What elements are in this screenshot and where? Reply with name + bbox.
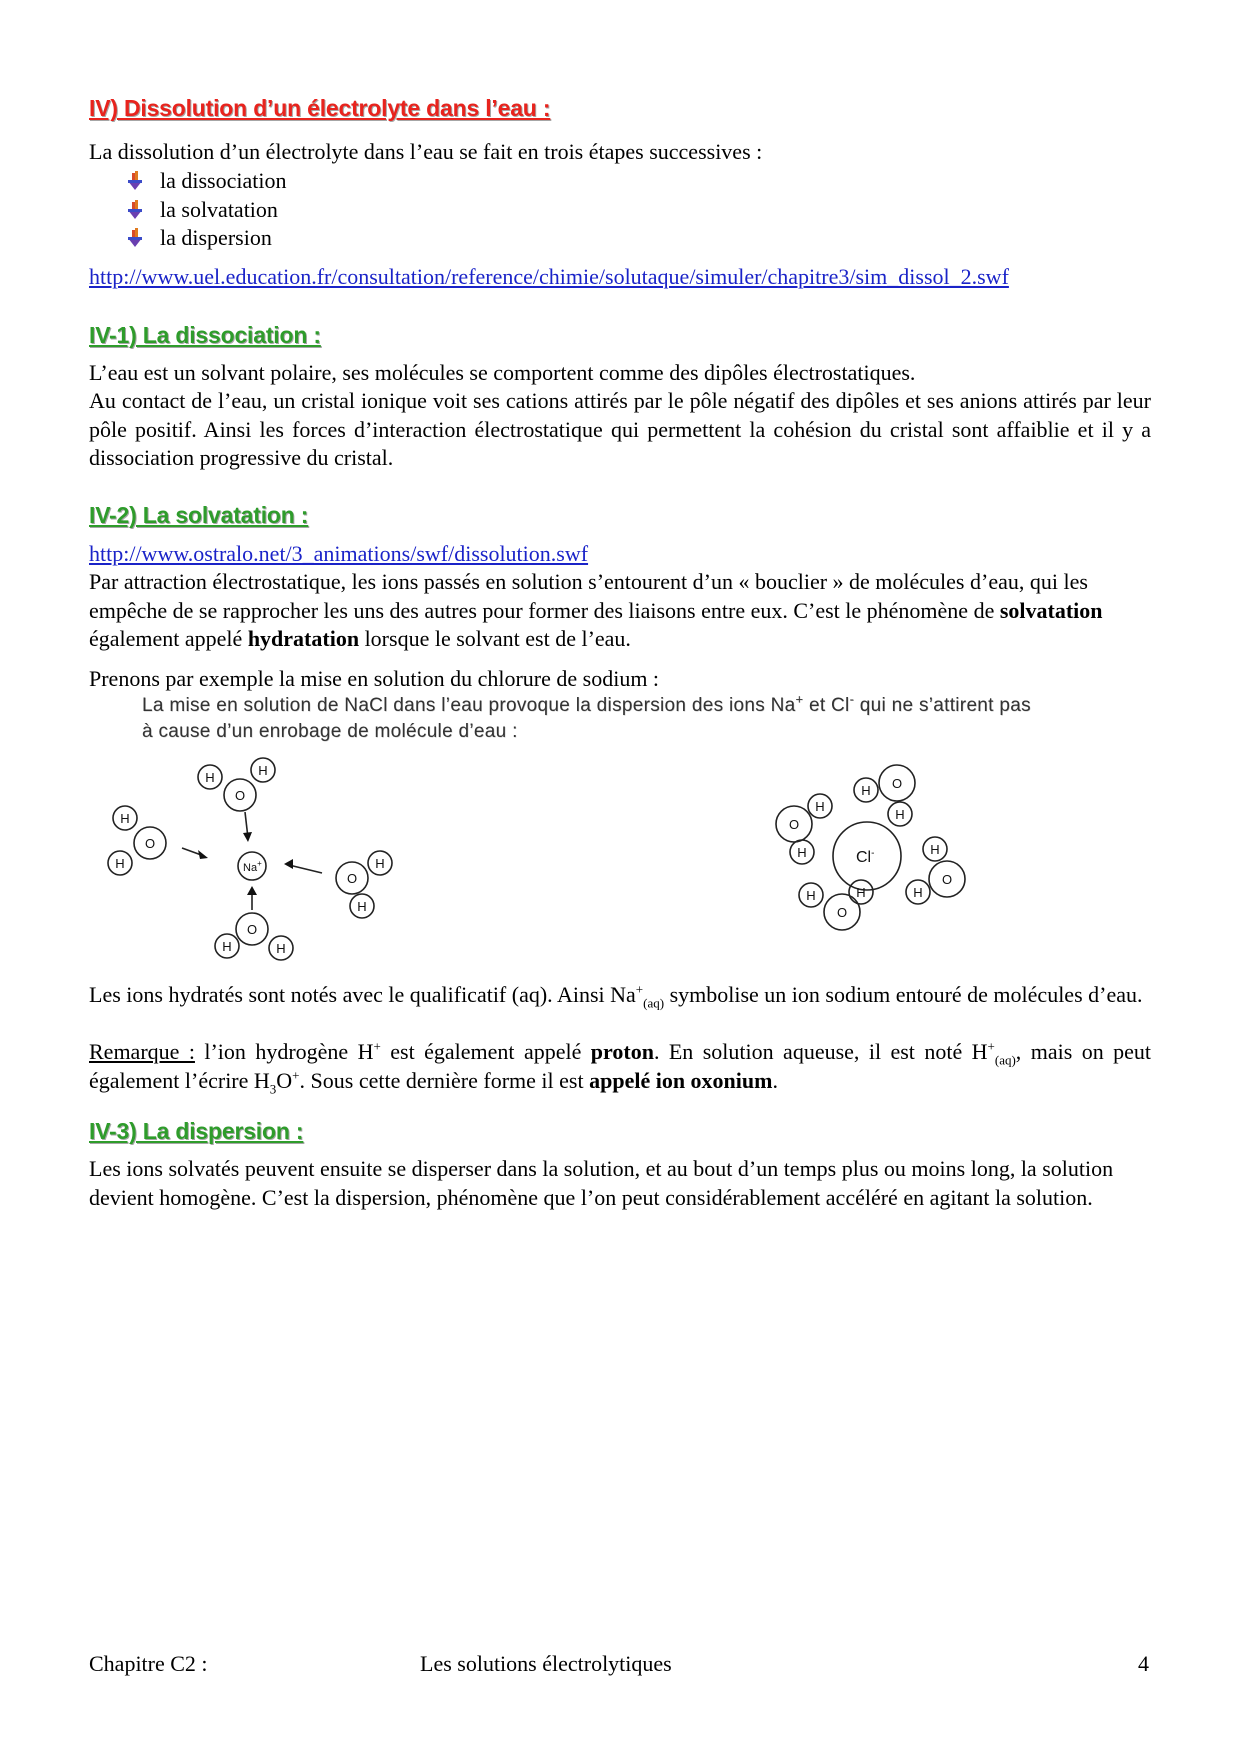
atom-label: H bbox=[357, 899, 367, 914]
atom-label: H bbox=[806, 888, 816, 903]
section-4-title: IV) Dissolution d’un électrolyte dans l’eau : bbox=[89, 95, 551, 121]
chloride-hydration-diagram bbox=[755, 752, 975, 952]
term-hydratation: hydratation bbox=[247, 626, 360, 651]
diagram-caption bbox=[142, 693, 1152, 745]
atom-label: H bbox=[222, 939, 232, 954]
para-text: Les ions hydratés sont notés avec le qualificatif (aq). Ainsi Na bbox=[89, 982, 636, 1007]
para-text: symbolise un ion sodium entouré de molécules d’eau. bbox=[664, 982, 1143, 1007]
caption-text: La mise en solution de NaCl dans l’eau provoque la dispersion des ions Na bbox=[142, 695, 796, 716]
section-4-intro: La dissolution d’un électrolyte dans l’eau se fait en trois étapes successives : bbox=[89, 139, 763, 164]
superscript: + bbox=[373, 1038, 381, 1054]
para-text: est également appelé bbox=[380, 1039, 591, 1064]
caption-text: et Cl bbox=[803, 695, 850, 716]
arrow-head bbox=[243, 832, 252, 842]
example-sentence: Prenons par exemple la mise en solution du chlorure de sodium : bbox=[89, 666, 660, 691]
ostralo-link[interactable]: http://www.ostralo.net/3_animations/swf/dissolution.swf bbox=[89, 541, 589, 566]
superscript: + bbox=[292, 1067, 300, 1083]
atom-label: H bbox=[276, 941, 286, 956]
atom-label: H bbox=[797, 845, 807, 860]
atom-label: O bbox=[246, 922, 258, 937]
section-4-3-para: Les ions solvatés peuvent ensuite se disperser dans la solution, et au bout d’un temps plus ou moins long, la solution devient homogène. C’est la dispersion, phénomène que l’on peut considérablement accéléré en agitant la solution. bbox=[89, 1156, 1114, 1210]
sodium-hydration-diagram bbox=[100, 752, 410, 967]
para-text: Par attraction électrostatique, les ions passés en solution s’entourent d’un « bouclier » de molécules d’eau, qui les empêche de se rapprocher les uns des autres pour former des liaisons entre eux. C’est le phénomène de bbox=[89, 569, 1088, 623]
para-text: . Sous cette dernière forme il est bbox=[299, 1067, 590, 1093]
step-label: la solvatation bbox=[160, 196, 278, 222]
arrow-bullet-icon bbox=[124, 226, 160, 250]
atom-label: H bbox=[930, 842, 940, 857]
atom-label: H bbox=[120, 811, 130, 826]
caption-line-2: à cause d’un enrobage de molécule d’eau : bbox=[142, 721, 518, 742]
na-ion-label: Na+ bbox=[243, 859, 262, 874]
arrow-bullet-icon bbox=[124, 169, 160, 193]
para-text: O bbox=[276, 1067, 293, 1093]
atom-label: O bbox=[836, 905, 848, 920]
footer-title: Les solutions électrolytiques bbox=[420, 1651, 672, 1676]
para-text: également appelé bbox=[89, 626, 248, 651]
page-number: 4 bbox=[1138, 1651, 1149, 1676]
atom-label: H bbox=[375, 856, 385, 871]
arrow-head bbox=[198, 850, 208, 859]
atom-label: O bbox=[144, 836, 156, 851]
section-4-1-para-2: Au contact de l’eau, un cristal ionique voit ses cations attirés par le pôle négatif des dipôles et ses anions attirés par leur pôle positif. Ainsi les forces d’interaction électrostatique qui permettent la cohésion du cristal sont affaiblie et il y a dissociation progressive du cristal. bbox=[89, 388, 1151, 470]
section-4-1-title: IV-1) La dissociation : bbox=[89, 322, 321, 348]
section-4-2-title: IV-2) La solvatation : bbox=[89, 502, 309, 528]
superscript: + bbox=[635, 981, 644, 997]
atom-label: H bbox=[895, 807, 905, 822]
step-label: la dissociation bbox=[160, 168, 287, 194]
atom-label: O bbox=[941, 872, 953, 887]
hydrated-ions-para bbox=[89, 981, 1151, 1010]
atom-label: O bbox=[891, 776, 903, 791]
atom-label: H bbox=[856, 885, 866, 900]
atom-label: H bbox=[115, 856, 125, 871]
remark-para bbox=[89, 1038, 1151, 1095]
list-item bbox=[124, 196, 286, 225]
section-4-2-para bbox=[89, 568, 1151, 654]
section-4-3-title: IV-3) La dispersion : bbox=[89, 1118, 304, 1144]
caption-sup: + bbox=[795, 691, 804, 707]
footer-chapter: Chapitre C2 : bbox=[89, 1651, 208, 1676]
uel-link[interactable]: http://www.uel.education.fr/consultation/reference/chimie/solutaque/simuler/chapitre3/sim_dissol_2.swf bbox=[89, 264, 1009, 289]
arrow-bullet-icon bbox=[124, 198, 160, 222]
subscript: 3 bbox=[269, 1080, 277, 1096]
caption-line-1 bbox=[142, 693, 1152, 719]
atom-label: H bbox=[861, 783, 871, 798]
atom-label: H bbox=[815, 799, 825, 814]
para-text: . bbox=[772, 1067, 778, 1093]
atom-label: H bbox=[258, 763, 268, 778]
atom-label: O bbox=[234, 788, 246, 803]
subscript: (aq) bbox=[994, 1052, 1016, 1068]
remark-label: Remarque : bbox=[89, 1039, 195, 1064]
subscript: (aq) bbox=[643, 995, 665, 1011]
steps-list bbox=[124, 167, 286, 253]
section-4-1-para-1: L’eau est un solvant polaire, ses molécules se comportent comme des dipôles électrostatiques. bbox=[89, 360, 916, 385]
para-text: lorsque le solvant est de l’eau. bbox=[359, 626, 631, 651]
para-text: , mais on peut également l’écrire H bbox=[89, 1039, 1151, 1093]
step-label: la dispersion bbox=[160, 225, 272, 251]
caption-text: qui ne s’attirent pas bbox=[854, 695, 1031, 716]
superscript: + bbox=[987, 1038, 995, 1054]
atom-label: H bbox=[913, 885, 923, 900]
para-text: l’ion hydrogène H bbox=[194, 1039, 374, 1064]
atom-label: O bbox=[788, 817, 800, 832]
cl-ion-label: Cl- bbox=[856, 848, 875, 866]
term-oxonium: appelé ion oxonium bbox=[589, 1067, 773, 1093]
atom-label: O bbox=[346, 871, 358, 886]
para-text: . En solution aqueuse, il est noté H bbox=[653, 1039, 988, 1064]
arrow-head bbox=[284, 859, 293, 869]
term-solvatation: solvatation bbox=[999, 597, 1103, 623]
caption-sup: - bbox=[849, 691, 855, 707]
list-item bbox=[124, 167, 286, 196]
atom-label: H bbox=[205, 770, 215, 785]
term-proton: proton bbox=[590, 1039, 654, 1064]
arrow-head bbox=[247, 886, 257, 895]
list-item bbox=[124, 224, 286, 253]
